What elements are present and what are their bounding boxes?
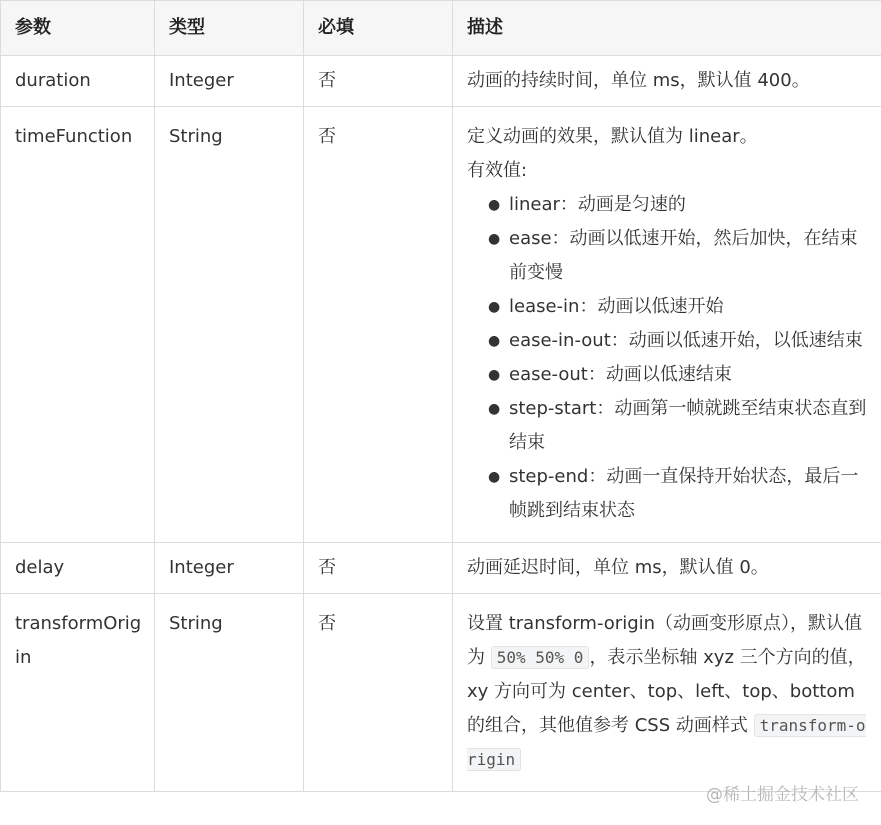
bullet-icon: ●	[488, 299, 501, 315]
valid-values-list	[467, 188, 869, 528]
cell-required: 否	[304, 543, 453, 594]
header-row	[1, 1, 881, 56]
list-item-text: linear：动画是匀速的	[509, 194, 686, 215]
list-item	[488, 460, 869, 528]
table-row	[1, 543, 881, 594]
cell-type: Integer	[155, 56, 304, 107]
list-item-text: step-end：动画一直保持开始状态，最后一帧跳到结束状态	[509, 466, 859, 521]
header-type: 类型	[155, 1, 304, 56]
cell-required: 否	[304, 107, 453, 543]
table-row	[1, 594, 881, 792]
cell-type: String	[155, 594, 304, 792]
bullet-icon: ●	[488, 333, 501, 349]
list-item-text: step-start：动画第一帧就跳至结束状态直到结束	[509, 398, 867, 453]
bullet-icon: ●	[488, 401, 501, 417]
list-item-text: ease-out：动画以低速结束	[509, 364, 732, 385]
watermark: @稀土掘金技术社区	[706, 785, 859, 805]
header-param: 参数	[1, 1, 155, 56]
cell-param: transformOrigin	[1, 594, 155, 792]
list-item	[488, 392, 869, 460]
list-item	[488, 222, 869, 290]
description-intro: 定义动画的效果，默认值为 linear。	[467, 126, 758, 147]
header-required: 必填	[304, 1, 453, 56]
cell-description	[453, 594, 881, 792]
description-text: 设置 transform-origin（动画变形原点），默认值为	[467, 613, 863, 668]
table-row	[1, 56, 881, 107]
cell-description: 动画的持续时间，单位 ms，默认值 400。	[453, 56, 881, 107]
bullet-icon: ●	[488, 367, 501, 383]
valid-values-label: 有效值:	[467, 160, 528, 181]
inline-code: 50% 50% 0	[491, 646, 590, 669]
bullet-icon: ●	[488, 231, 501, 247]
cell-required: 否	[304, 56, 453, 107]
cell-description: 动画延迟时间，单位 ms，默认值 0。	[453, 543, 881, 594]
list-item	[488, 188, 869, 222]
inline-code: transform-origin	[467, 716, 866, 769]
list-item	[488, 290, 869, 324]
cell-type: String	[155, 107, 304, 543]
cell-type: Integer	[155, 543, 304, 594]
bullet-icon: ●	[488, 197, 501, 213]
cell-required: 否	[304, 594, 453, 792]
list-item-text: lease-in：动画以低速开始	[509, 296, 724, 317]
cell-param: delay	[1, 543, 155, 594]
cell-param: timeFunction	[1, 107, 155, 543]
list-item	[488, 324, 869, 358]
header-description: 描述	[453, 1, 881, 56]
list-item-text: ease：动画以低速开始，然后加快，在结束前变慢	[509, 228, 858, 283]
cell-param: duration	[1, 56, 155, 107]
cell-description	[453, 107, 881, 543]
table-row	[1, 107, 881, 543]
list-item	[488, 358, 869, 392]
bullet-icon: ●	[488, 469, 501, 485]
description-text: ，表示坐标轴 xyz 三个方向的值，xy 方向可为 center、top、left、top、bottom 的组合，其他值参考 CSS 动画样式	[467, 647, 866, 736]
list-item-text: ease-in-out：动画以低速开始，以低速结束	[509, 330, 863, 351]
